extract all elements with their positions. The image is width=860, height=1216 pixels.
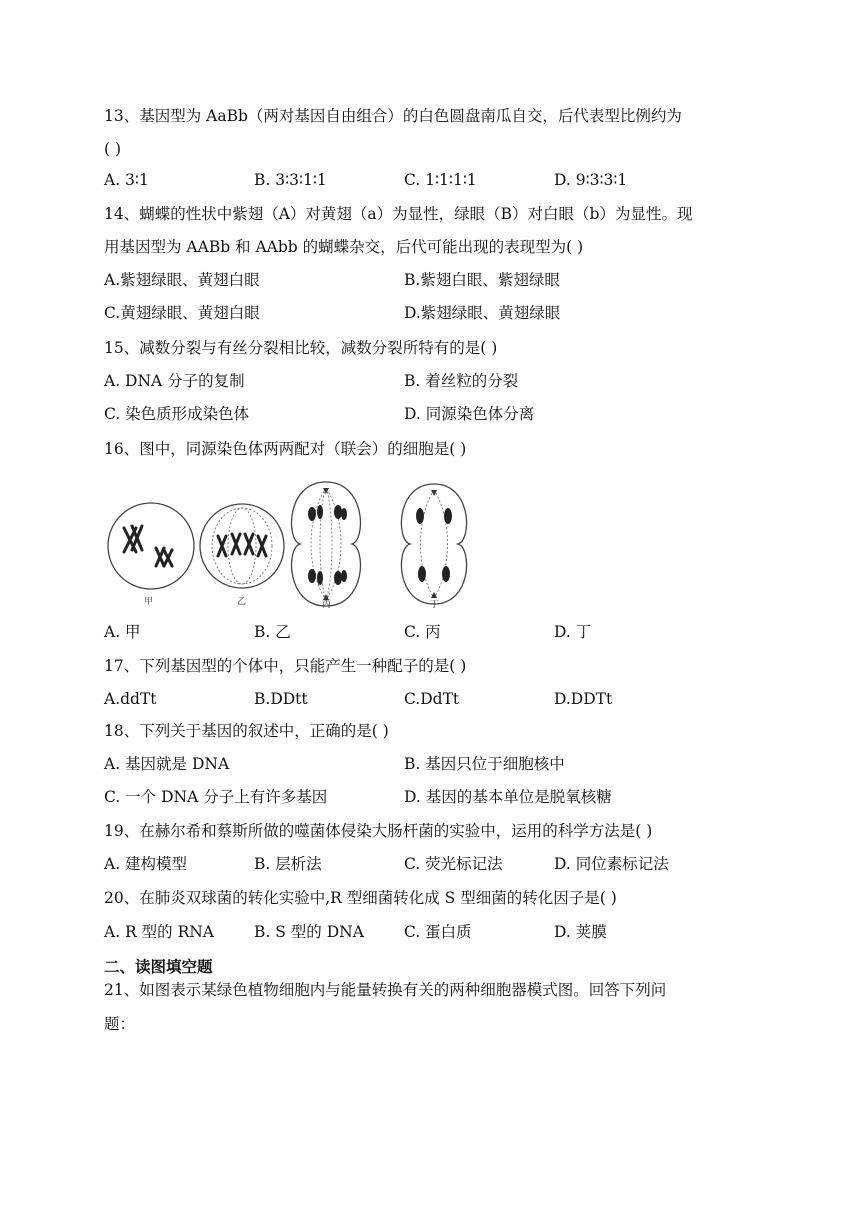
figure-label-jia: 甲 [144,597,154,607]
q14-option-b: B.紫翅白眼、紫翅绿眼 [404,271,560,289]
section-heading: 二、读图填空题 [104,958,213,976]
q20-option-b: B. S 型的 DNA [254,923,364,941]
cell-ding [401,484,466,604]
figure-label-bing: 丙 [322,600,332,610]
q15-option-a: A. DNA 分子的复制 [104,372,245,390]
q19-stem: 19、在赫尔希和蔡斯所做的噬菌体侵染大肠杆菌的实验中，运用的科学方法是( ) [104,822,653,840]
q13-option-a: A. 3∶1 [104,171,149,189]
q18-stem: 18、下列关于基因的叙述中，正确的是( ) [104,722,389,740]
q14-stem-line1: 14、蝴蝶的性状中紫翅（A）对黄翅（a）为显性，绿眼（B）对白眼（b）为显性。现 [104,205,693,223]
q13-option-d: D. 9∶3∶3∶1 [554,171,628,189]
q16-option-a: A. 甲 [104,623,141,641]
q14-option-d: D.紫翅绿眼、黄翅绿眼 [404,304,561,322]
q18-option-b: B. 基因只位于细胞核中 [404,755,565,773]
cell-jia [108,503,194,589]
q15-option-c: C. 染色质形成染色体 [104,405,250,423]
q21-stem-line2: 题： [104,1015,136,1033]
cell-division-figure [104,478,484,610]
q17-option-c: C.DdTt [404,690,460,708]
q13-stem-line1: 13、基因型为 AaBb（两对基因自由组合）的白色圆盘南瓜自交，后代表型比例约为 [104,107,682,125]
q14-option-c: C.黄翅绿眼、黄翅白眼 [104,304,260,322]
figure-label-ding: 丁 [430,600,440,610]
q20-stem: 20、在肺炎双球菌的转化实验中,R 型细菌转化成 S 型细菌的转化因子是( ) [104,889,617,907]
q16-option-b: B. 乙 [254,623,291,641]
cell-yi [200,504,284,588]
q15-option-b: B. 着丝粒的分裂 [404,372,519,390]
q13-stem-line2: ( ) [104,140,122,158]
q19-option-b: B. 层析法 [254,855,322,873]
q19-option-d: D. 同位素标记法 [554,855,669,873]
q20-option-c: C. 蛋白质 [404,923,472,941]
q19-option-c: C. 荧光标记法 [404,855,503,873]
figure-label-yi: 乙 [237,597,247,607]
q17-option-d: D.DDTt [554,690,613,708]
cell-bing [292,482,361,606]
q17-option-a: A.ddTt [104,690,157,708]
q21-stem-line1: 21、如图表示某绿色植物细胞内与能量转换有关的两种细胞器模式图。回答下列问 [104,981,667,999]
q16-option-c: C. 丙 [404,623,441,641]
q13-option-b: B. 3∶3∶1∶1 [254,171,327,189]
q18-option-d: D. 基因的基本单位是脱氧核糖 [404,788,612,806]
q15-option-d: D. 同源染色体分离 [404,405,535,423]
q16-option-d: D. 丁 [554,623,592,641]
q14-stem-line2: 用基因型为 AABb 和 AAbb 的蝴蝶杂交，后代可能出现的表现型为( ) [104,238,584,256]
q18-option-c: C. 一个 DNA 分子上有许多基因 [104,788,328,806]
q20-option-a: A. R 型的 RNA [104,923,214,941]
q18-option-a: A. 基因就是 DNA [104,755,230,773]
q15-stem: 15、减数分裂与有丝分裂相比较，减数分裂所特有的是( ) [104,339,498,357]
q17-stem: 17、下列基因型的个体中，只能产生一种配子的是( ) [104,657,467,675]
q20-option-d: D. 荚膜 [554,923,607,941]
q14-option-a: A.紫翅绿眼、黄翅白眼 [104,271,260,289]
q19-option-a: A. 建构模型 [104,855,188,873]
q16-stem: 16、图中，同源染色体两两配对（联会）的细胞是( ) [104,440,467,458]
q13-option-c: C. 1∶1∶1∶1 [404,171,477,189]
q17-option-b: B.DDtt [254,690,308,708]
